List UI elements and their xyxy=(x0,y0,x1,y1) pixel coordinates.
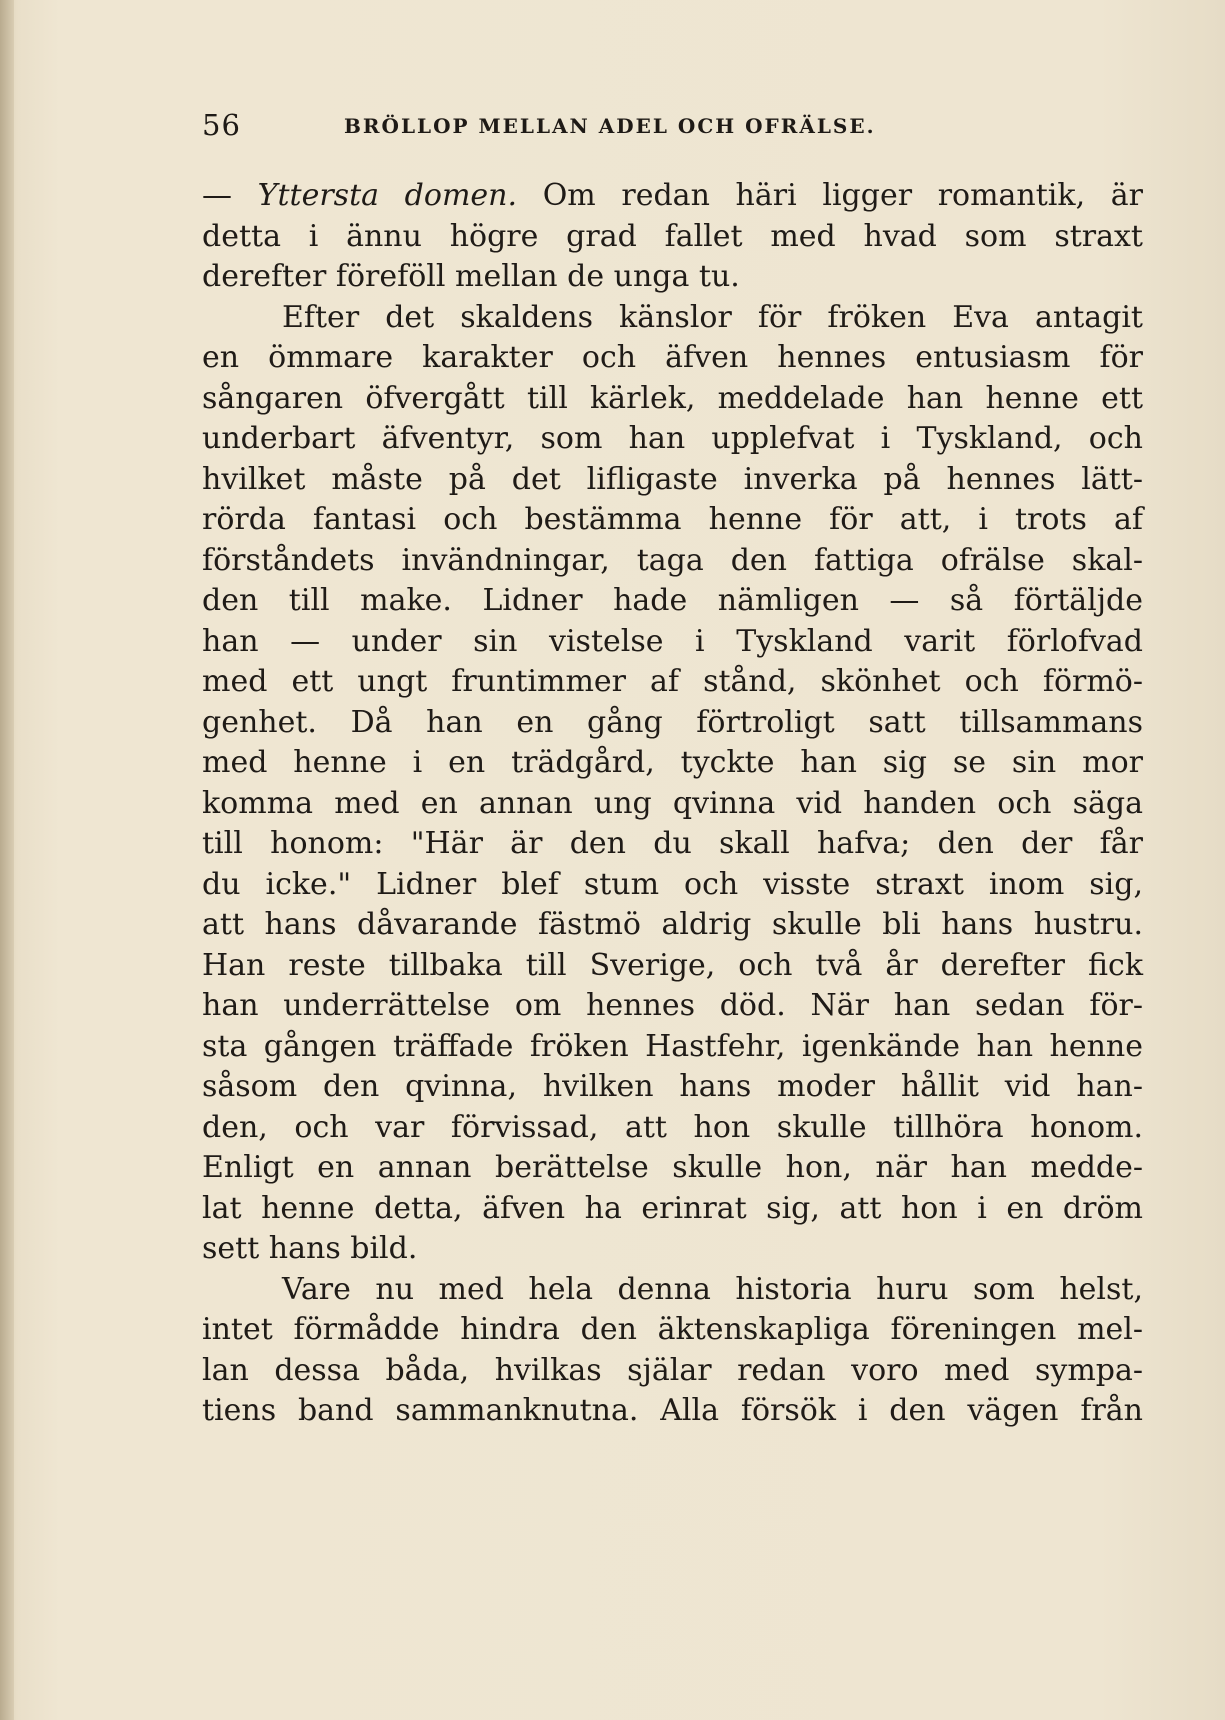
text-line: detta i ännu högre grad fallet med hvad som straxt xyxy=(202,218,1143,254)
text-line: Efter det skaldens känslor för fröken Eva antagit xyxy=(282,299,1143,335)
text-line: att hans dåvarande fästmö aldrig skulle bli hans hustru. xyxy=(202,907,1143,942)
text-line: förståndets invändningar, taga den fattiga ofrälse skal- xyxy=(202,542,1143,578)
text-line-1 xyxy=(202,176,1143,217)
opening-dash: — xyxy=(202,178,232,213)
page-number: 56 xyxy=(202,108,241,142)
body-text xyxy=(202,176,1143,1432)
text-line: sett hans bild. xyxy=(202,1231,418,1266)
text-line-1-rest: Om redan häri ligger romantik, är xyxy=(542,178,1144,213)
section-heading-italic: Yttersta domen. xyxy=(257,178,518,213)
text-line: du icke." Lidner blef stum och visste straxt inom sig, xyxy=(202,866,1143,902)
text-line: rörda fantasi och bestämma henne för att, i trots af xyxy=(202,502,1143,537)
page-header xyxy=(202,108,1022,148)
text-line: en ömmare karakter och äfven hennes entusiasm för xyxy=(202,340,1143,375)
text-line: med ett ungt fruntimmer af stånd, skönhet och förmö- xyxy=(202,664,1143,699)
running-title: BRÖLLOP MELLAN ADEL OCH OFRÄLSE. xyxy=(344,114,876,138)
text-line: derefter föreföll mellan de unga tu. xyxy=(202,259,740,294)
text-line: underbart äfventyr, som han upplefvat i Tyskland, och xyxy=(202,421,1143,456)
text-line: såsom den qvinna, hvilken hans moder hållit vid han- xyxy=(202,1069,1143,1104)
text-line: han underrättelse om hennes död. När han sedan för- xyxy=(202,988,1143,1023)
text-line: lat henne detta, äfven ha erinrat sig, att hon i en dröm xyxy=(202,1190,1143,1226)
text-line: Vare nu med hela denna historia huru som helst, xyxy=(282,1271,1143,1307)
text-line: den, och var förvissad, att hon skulle tillhöra honom. xyxy=(202,1109,1143,1145)
text-line: han — under sin vistelse i Tyskland varit förlofvad xyxy=(202,623,1143,659)
text-line: komma med en annan ung qvinna vid handen och säga xyxy=(202,785,1143,821)
text-line: sta gången träffade fröken Hastfehr, igenkände han henne xyxy=(202,1028,1143,1064)
text-line: lan dessa båda, hvilkas själar redan voro med sympa- xyxy=(202,1352,1143,1388)
text-line: tiens band sammanknutna. Alla försök i den vägen från xyxy=(202,1393,1143,1428)
text-line: med henne i en trädgård, tyckte han sig se sin mor xyxy=(202,745,1143,780)
text-line: genhet. Då han en gång förtroligt satt tillsammans xyxy=(202,704,1143,740)
text-line: till honom: "Här är den du skall hafva; den der får xyxy=(202,826,1143,861)
text-line: den till make. Lidner hade nämligen — så förtäljde xyxy=(202,583,1143,618)
text-line: sångaren öfvergått till kärlek, meddelade han henne ett xyxy=(202,380,1143,416)
page-spine-shadow xyxy=(0,0,14,1720)
text-line: intet förmådde hindra den äktenskapliga föreningen mel- xyxy=(202,1312,1143,1347)
text-line: Han reste tillbaka till Sverige, och två år derefter fick xyxy=(202,947,1143,983)
text-line: Enligt en annan berättelse skulle hon, när han medde- xyxy=(202,1150,1143,1185)
text-line: hvilket måste på det lifligaste inverka på hennes lätt- xyxy=(202,461,1143,497)
